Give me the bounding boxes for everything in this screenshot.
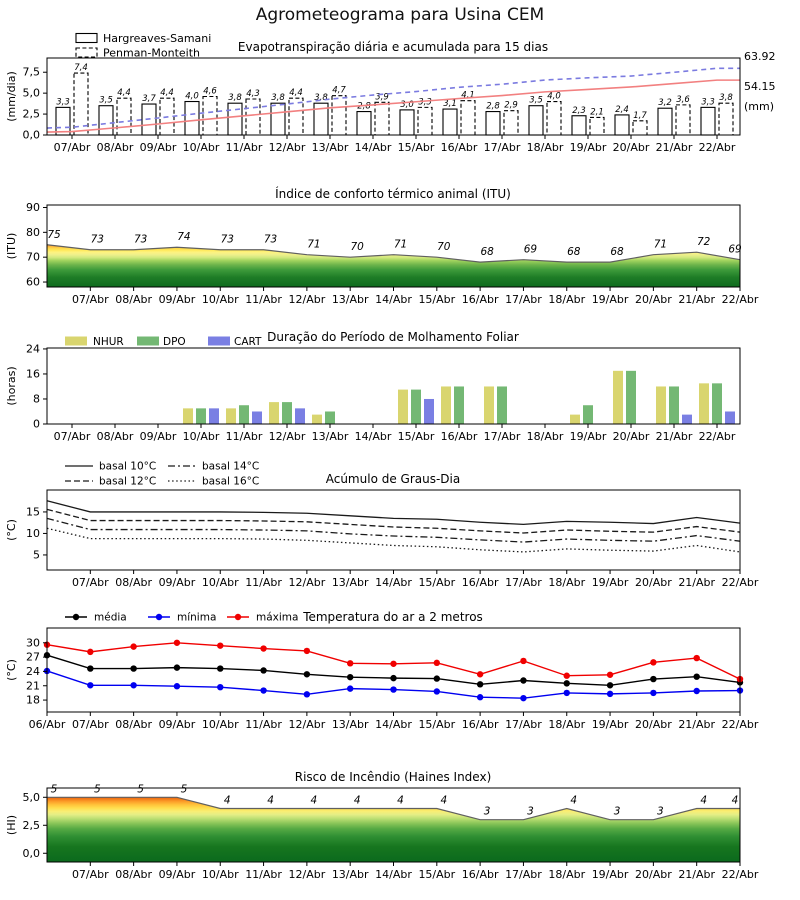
svg-text:3: 3 xyxy=(527,805,534,818)
svg-text:4: 4 xyxy=(570,794,578,807)
svg-text:68: 68 xyxy=(567,246,581,259)
svg-text:07/Abr: 07/Abr xyxy=(71,868,109,881)
svg-text:20/Abr: 20/Abr xyxy=(635,868,672,881)
svg-text:15: 15 xyxy=(26,505,40,519)
svg-text:3,5: 3,5 xyxy=(99,95,113,106)
svg-text:3,9: 3,9 xyxy=(375,92,389,103)
svg-text:2,3: 2,3 xyxy=(572,105,586,116)
svg-text:3,3: 3,3 xyxy=(418,97,432,108)
svg-text:3,1: 3,1 xyxy=(443,99,457,110)
svg-text:10/Abr: 10/Abr xyxy=(182,430,220,443)
svg-text:10/Abr: 10/Abr xyxy=(201,293,239,306)
svg-text:basal 12°C: basal 12°C xyxy=(99,475,157,488)
svg-text:18/Abr: 18/Abr xyxy=(548,868,586,881)
svg-text:21/Abr: 21/Abr xyxy=(678,293,716,306)
svg-text:90: 90 xyxy=(26,200,40,214)
svg-text:4,4: 4,4 xyxy=(117,88,131,99)
svg-text:20/Abr: 20/Abr xyxy=(635,576,672,589)
svg-text:15/Abr: 15/Abr xyxy=(418,293,456,306)
svg-text:22/Abr: 22/Abr xyxy=(698,430,736,443)
svg-text:09/Abr: 09/Abr xyxy=(139,430,177,443)
svg-text:69: 69 xyxy=(728,243,742,256)
svg-text:09/Abr: 09/Abr xyxy=(158,293,196,306)
svg-text:16/Abr: 16/Abr xyxy=(461,293,499,306)
svg-text:3,6: 3,6 xyxy=(676,94,690,105)
svg-text:3,8: 3,8 xyxy=(228,93,242,104)
svg-text:18/Abr: 18/Abr xyxy=(526,430,564,443)
svg-text:2,4: 2,4 xyxy=(615,104,629,115)
svg-text:75: 75 xyxy=(47,228,61,241)
svg-text:4,7: 4,7 xyxy=(332,85,346,96)
svg-text:14/Abr: 14/Abr xyxy=(375,718,412,731)
svg-text:07/Abr: 07/Abr xyxy=(71,293,109,306)
svg-text:19/Abr: 19/Abr xyxy=(591,293,629,306)
svg-text:13/Abr: 13/Abr xyxy=(331,293,369,306)
svg-text:19/Abr: 19/Abr xyxy=(591,868,629,881)
svg-text:2,9: 2,9 xyxy=(504,100,518,111)
svg-text:15/Abr: 15/Abr xyxy=(418,576,456,589)
svg-text:0,0: 0,0 xyxy=(22,128,40,142)
svg-text:(horas): (horas) xyxy=(5,366,18,406)
chart-haines-index xyxy=(5,770,759,881)
svg-text:3: 3 xyxy=(657,805,664,818)
svg-text:3,7: 3,7 xyxy=(142,94,156,105)
svg-text:14/Abr: 14/Abr xyxy=(375,293,412,306)
svg-text:70: 70 xyxy=(350,241,364,254)
svg-text:22/Abr: 22/Abr xyxy=(698,141,736,154)
svg-text:19/Abr: 19/Abr xyxy=(569,430,607,443)
svg-text:11/Abr: 11/Abr xyxy=(245,293,282,306)
svg-text:74: 74 xyxy=(177,231,191,244)
svg-text:basal 14°C: basal 14°C xyxy=(202,460,260,473)
svg-text:4: 4 xyxy=(310,794,318,807)
svg-text:07/Abr: 07/Abr xyxy=(53,141,91,154)
svg-text:12/Abr: 12/Abr xyxy=(288,868,326,881)
svg-text:73: 73 xyxy=(90,233,104,246)
svg-text:69: 69 xyxy=(523,243,538,256)
svg-text:15/Abr: 15/Abr xyxy=(418,868,456,881)
page-title: Agrometeograma para Usina CEM xyxy=(255,5,545,25)
svg-text:3,5: 3,5 xyxy=(529,95,543,106)
chart-leaf-wetness xyxy=(5,330,740,443)
svg-text:20/Abr: 20/Abr xyxy=(635,293,672,306)
svg-text:22/Abr: 22/Abr xyxy=(721,576,759,589)
svg-text:5,0: 5,0 xyxy=(22,86,40,100)
svg-text:16/Abr: 16/Abr xyxy=(461,718,499,731)
svg-text:12/Abr: 12/Abr xyxy=(288,576,326,589)
svg-text:14/Abr: 14/Abr xyxy=(375,576,412,589)
svg-text:4: 4 xyxy=(731,794,739,807)
svg-text:8: 8 xyxy=(33,392,40,406)
svg-text:20/Abr: 20/Abr xyxy=(612,141,650,154)
svg-text:3,8: 3,8 xyxy=(314,93,328,104)
svg-text:4,3: 4,3 xyxy=(246,89,260,100)
svg-text:15/Abr: 15/Abr xyxy=(418,718,456,731)
svg-text:10/Abr: 10/Abr xyxy=(201,868,239,881)
svg-text:17/Abr: 17/Abr xyxy=(483,430,521,443)
svg-text:11/Abr: 11/Abr xyxy=(245,868,282,881)
svg-text:21/Abr: 21/Abr xyxy=(655,141,693,154)
svg-text:3,2: 3,2 xyxy=(658,98,672,109)
svg-text:22/Abr: 22/Abr xyxy=(721,293,759,306)
svg-text:54.15: 54.15 xyxy=(744,80,776,93)
svg-text:2,8: 2,8 xyxy=(357,101,371,112)
svg-text:13/Abr: 13/Abr xyxy=(311,430,349,443)
svg-text:11/Abr: 11/Abr xyxy=(245,576,282,589)
svg-text:2,5: 2,5 xyxy=(22,818,40,832)
svg-text:NHUR: NHUR xyxy=(93,336,124,348)
svg-text:3,3: 3,3 xyxy=(56,97,70,108)
svg-text:1,7: 1,7 xyxy=(633,110,647,121)
svg-text:5: 5 xyxy=(180,783,188,796)
svg-text:18/Abr: 18/Abr xyxy=(548,718,586,731)
svg-text:3,0: 3,0 xyxy=(400,99,414,110)
svg-text:21/Abr: 21/Abr xyxy=(678,868,716,881)
svg-text:5: 5 xyxy=(33,548,40,562)
svg-text:3,8: 3,8 xyxy=(271,93,285,104)
svg-text:08/Abr: 08/Abr xyxy=(115,718,152,731)
svg-text:16/Abr: 16/Abr xyxy=(461,576,499,589)
svg-text:11/Abr: 11/Abr xyxy=(225,141,263,154)
svg-text:Hargreaves-Samani: Hargreaves-Samani xyxy=(103,32,212,45)
svg-text:09/Abr: 09/Abr xyxy=(158,718,196,731)
svg-text:21/Abr: 21/Abr xyxy=(678,576,716,589)
svg-text:17/Abr: 17/Abr xyxy=(505,718,542,731)
svg-text:10/Abr: 10/Abr xyxy=(201,718,239,731)
svg-text:70: 70 xyxy=(26,250,40,264)
svg-text:22/Abr: 22/Abr xyxy=(721,718,759,731)
svg-text:16/Abr: 16/Abr xyxy=(440,430,478,443)
svg-text:07/Abr: 07/Abr xyxy=(71,718,109,731)
svg-text:73: 73 xyxy=(133,233,148,246)
svg-text:71: 71 xyxy=(393,238,408,251)
svg-text:3: 3 xyxy=(483,805,491,818)
svg-text:4,0: 4,0 xyxy=(185,91,199,102)
svg-text:média: média xyxy=(94,611,127,624)
svg-text:71: 71 xyxy=(653,238,668,251)
svg-text:10/Abr: 10/Abr xyxy=(182,141,220,154)
svg-text:(°C): (°C) xyxy=(5,519,18,541)
svg-text:Penman-Monteith: Penman-Monteith xyxy=(103,46,200,60)
svg-text:4,1: 4,1 xyxy=(461,90,475,101)
svg-text:18/Abr: 18/Abr xyxy=(526,141,564,154)
svg-text:4: 4 xyxy=(700,794,708,807)
svg-text:20/Abr: 20/Abr xyxy=(635,718,672,731)
svg-text:mínima: mínima xyxy=(177,611,217,624)
svg-text:24: 24 xyxy=(26,342,40,356)
svg-text:7,5: 7,5 xyxy=(22,65,40,79)
svg-text:19/Abr: 19/Abr xyxy=(591,576,629,589)
svg-text:5: 5 xyxy=(137,783,144,796)
svg-text:4,4: 4,4 xyxy=(289,88,303,99)
svg-text:14/Abr: 14/Abr xyxy=(375,868,412,881)
svg-text:2,1: 2,1 xyxy=(590,107,604,118)
svg-text:14/Abr: 14/Abr xyxy=(354,141,392,154)
svg-text:21/Abr: 21/Abr xyxy=(678,718,716,731)
chart-air-temperature xyxy=(5,610,759,731)
svg-text:07/Abr: 07/Abr xyxy=(71,576,109,589)
svg-text:DPO: DPO xyxy=(163,336,186,348)
svg-text:09/Abr: 09/Abr xyxy=(158,576,196,589)
svg-text:12/Abr: 12/Abr xyxy=(288,293,326,306)
svg-text:(mm/dia): (mm/dia) xyxy=(5,71,18,122)
svg-text:13/Abr: 13/Abr xyxy=(331,576,369,589)
svg-text:4: 4 xyxy=(353,794,361,807)
svg-text:12/Abr: 12/Abr xyxy=(268,430,306,443)
svg-text:5: 5 xyxy=(93,783,101,796)
svg-text:09/Abr: 09/Abr xyxy=(158,868,196,881)
svg-text:73: 73 xyxy=(263,233,278,246)
svg-text:14/Abr: 14/Abr xyxy=(354,430,392,443)
svg-text:5: 5 xyxy=(50,783,58,796)
svg-text:71: 71 xyxy=(307,238,321,251)
chart-itu xyxy=(5,186,759,306)
svg-text:68: 68 xyxy=(480,246,494,259)
svg-text:12/Abr: 12/Abr xyxy=(288,718,326,731)
svg-text:72: 72 xyxy=(697,236,711,249)
svg-text:12/Abr: 12/Abr xyxy=(268,141,306,154)
svg-text:63.92: 63.92 xyxy=(744,50,776,63)
svg-text:08/Abr: 08/Abr xyxy=(115,868,152,881)
svg-text:13/Abr: 13/Abr xyxy=(331,868,369,881)
svg-text:08/Abr: 08/Abr xyxy=(115,293,152,306)
svg-text:3,8: 3,8 xyxy=(719,93,733,104)
svg-text:08/Abr: 08/Abr xyxy=(96,430,134,443)
svg-text:4,6: 4,6 xyxy=(203,86,217,97)
chart-degree-days xyxy=(5,461,759,590)
svg-text:17/Abr: 17/Abr xyxy=(483,141,521,154)
svg-text:0: 0 xyxy=(33,417,40,431)
svg-text:basal 16°C: basal 16°C xyxy=(202,475,260,488)
svg-text:09/Abr: 09/Abr xyxy=(139,141,177,154)
svg-text:5,0: 5,0 xyxy=(22,790,40,804)
svg-text:06/Abr: 06/Abr xyxy=(28,718,66,731)
svg-text:19/Abr: 19/Abr xyxy=(569,141,607,154)
svg-text:13/Abr: 13/Abr xyxy=(311,141,349,154)
svg-text:(mm): (mm) xyxy=(744,100,775,113)
chart-evapotranspiration xyxy=(5,32,776,154)
svg-text:08/Abr: 08/Abr xyxy=(96,141,134,154)
svg-text:27: 27 xyxy=(26,650,40,664)
svg-text:16/Abr: 16/Abr xyxy=(461,868,499,881)
svg-text:Evapotranspiração diária e acu: Evapotranspiração diária e acumulada para 15 dias xyxy=(237,40,549,54)
svg-text:73: 73 xyxy=(220,233,234,246)
svg-text:22/Abr: 22/Abr xyxy=(721,868,759,881)
svg-text:2,8: 2,8 xyxy=(486,101,500,112)
svg-text:68: 68 xyxy=(610,246,624,259)
svg-text:(HI): (HI) xyxy=(5,814,18,836)
svg-text:4,0: 4,0 xyxy=(547,91,561,102)
svg-text:Acúmulo de Graus-Dia: Acúmulo de Graus-Dia xyxy=(325,472,461,486)
svg-text:Índice de conforto térmico ani: Índice de conforto térmico animal (ITU) xyxy=(275,187,511,201)
svg-text:4,4: 4,4 xyxy=(160,88,174,99)
svg-text:13/Abr: 13/Abr xyxy=(331,718,369,731)
svg-text:2,5: 2,5 xyxy=(22,107,40,121)
svg-text:17/Abr: 17/Abr xyxy=(505,293,542,306)
svg-text:(ITU): (ITU) xyxy=(5,232,18,260)
svg-text:21: 21 xyxy=(26,679,40,693)
svg-text:18/Abr: 18/Abr xyxy=(548,576,586,589)
svg-text:18/Abr: 18/Abr xyxy=(548,293,586,306)
svg-text:80: 80 xyxy=(26,225,40,239)
svg-text:Temperatura do ar a 2 metros: Temperatura do ar a 2 metros xyxy=(303,610,483,624)
svg-text:CART: CART xyxy=(234,336,262,348)
svg-text:07/Abr: 07/Abr xyxy=(53,430,91,443)
svg-text:24: 24 xyxy=(26,664,40,678)
svg-text:Risco de Incêndio (Haines Inde: Risco de Incêndio (Haines Index) xyxy=(294,770,492,784)
svg-text:60: 60 xyxy=(26,275,40,289)
svg-text:10: 10 xyxy=(26,526,40,540)
svg-text:21/Abr: 21/Abr xyxy=(655,430,693,443)
svg-text:3,3: 3,3 xyxy=(701,97,715,108)
svg-text:basal 10°C: basal 10°C xyxy=(99,460,157,473)
svg-text:11/Abr: 11/Abr xyxy=(225,430,263,443)
svg-text:4: 4 xyxy=(440,794,448,807)
svg-text:15/Abr: 15/Abr xyxy=(397,430,435,443)
svg-text:7,4: 7,4 xyxy=(74,63,88,74)
svg-text:20/Abr: 20/Abr xyxy=(612,430,650,443)
svg-text:15/Abr: 15/Abr xyxy=(397,141,435,154)
svg-text:17/Abr: 17/Abr xyxy=(505,868,542,881)
svg-text:16: 16 xyxy=(26,367,40,381)
svg-text:19/Abr: 19/Abr xyxy=(591,718,629,731)
svg-text:máxima: máxima xyxy=(256,611,299,624)
svg-text:10/Abr: 10/Abr xyxy=(201,576,239,589)
svg-text:0,0: 0,0 xyxy=(22,846,40,860)
svg-text:Duração do Período de Molhamen: Duração do Período de Molhamento Foliar xyxy=(267,330,519,344)
svg-text:3: 3 xyxy=(613,805,621,818)
svg-text:11/Abr: 11/Abr xyxy=(245,718,282,731)
svg-text:4: 4 xyxy=(397,794,404,807)
svg-text:4: 4 xyxy=(223,794,231,807)
svg-text:(°C): (°C) xyxy=(5,659,18,681)
svg-text:18: 18 xyxy=(26,693,40,707)
svg-text:4: 4 xyxy=(267,794,274,807)
svg-text:30: 30 xyxy=(26,636,40,650)
svg-text:08/Abr: 08/Abr xyxy=(115,576,152,589)
svg-text:17/Abr: 17/Abr xyxy=(505,576,542,589)
svg-text:16/Abr: 16/Abr xyxy=(440,141,478,154)
svg-text:70: 70 xyxy=(437,241,451,254)
